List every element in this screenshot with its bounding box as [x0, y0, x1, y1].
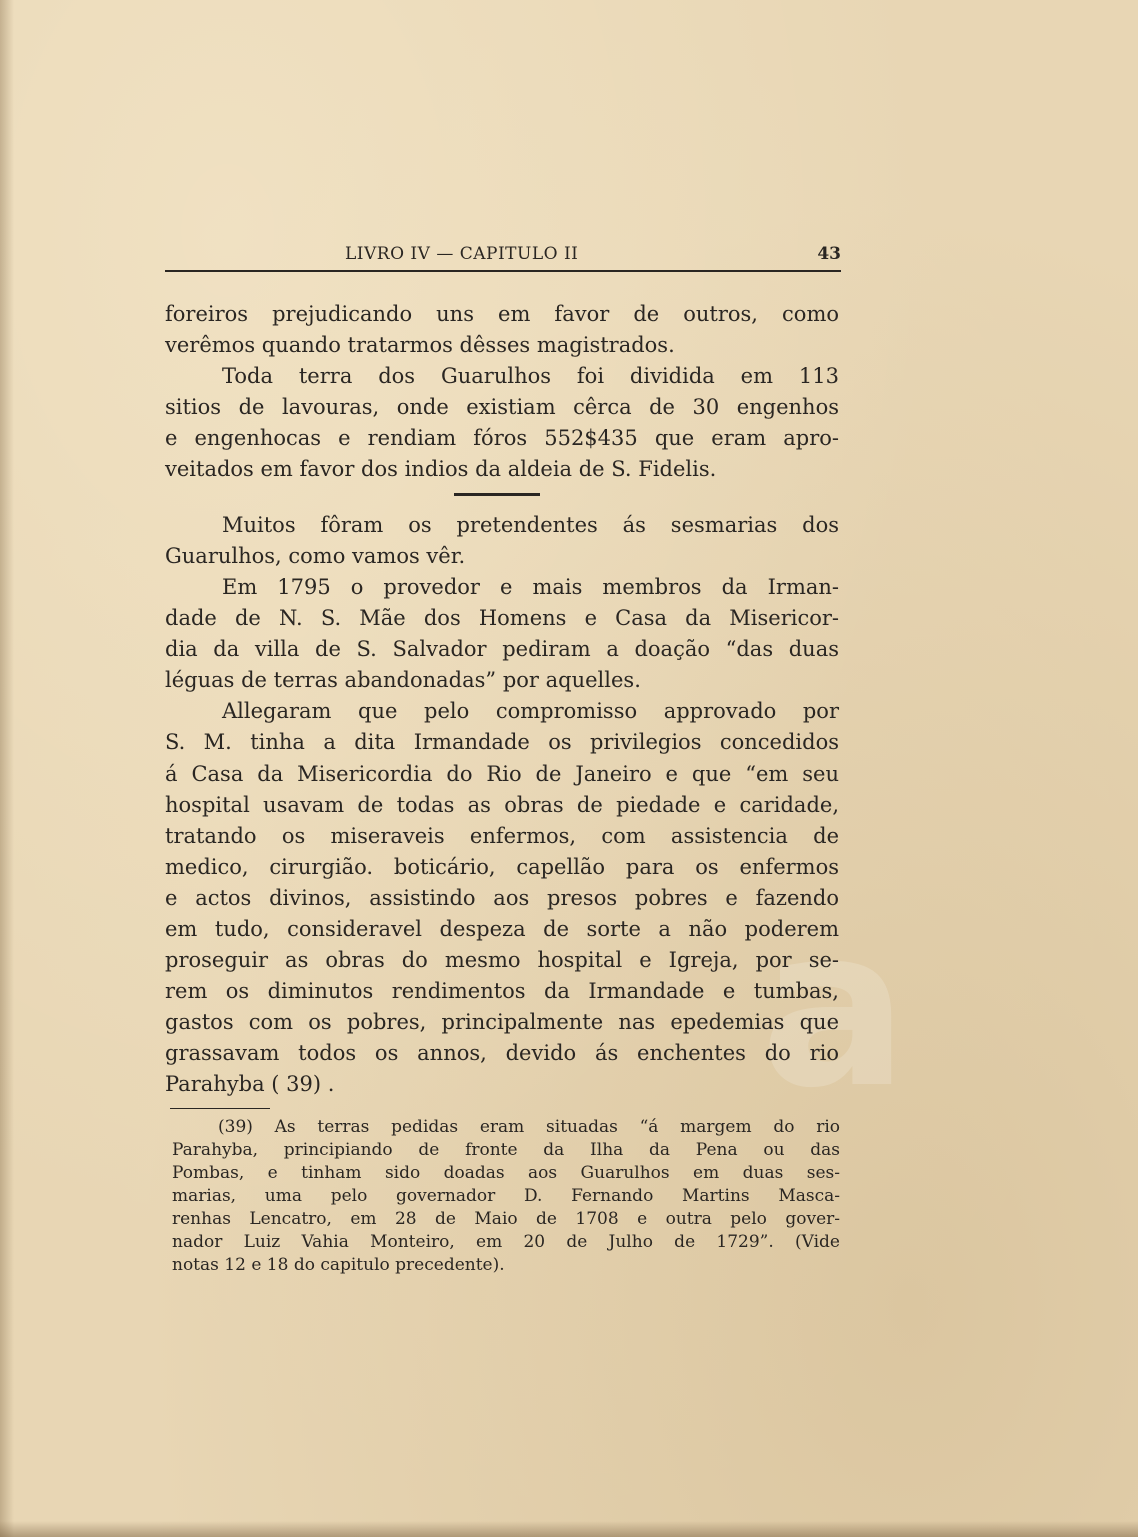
- section-divider: [454, 493, 540, 496]
- footnote-line: renhas Lencatro, em 28 de Maio de 1708 e outra pelo gover-: [172, 1209, 840, 1229]
- text-line: léguas de terras abandonadas” por aquelles.: [165, 668, 641, 692]
- text-line: hospital usavam de todas as obras de piedade e caridade,: [165, 793, 839, 817]
- text-line: em tudo, consideravel despeza de sorte a não poderem: [165, 917, 839, 941]
- running-title: LIVRO IV — CAPITULO II: [345, 244, 579, 264]
- text-line: Muitos fôram os pretendentes ás sesmarias dos: [222, 513, 839, 537]
- text-line: proseguir as obras do mesmo hospital e Igreja, por se-: [165, 948, 839, 972]
- text-line: dia da villa de S. Salvador pediram a doação “das duas: [165, 637, 839, 661]
- page-header: [165, 240, 841, 272]
- text-line: veitados em favor dos indios da aldeia de S. Fidelis.: [165, 457, 717, 481]
- footnote-line: notas 12 e 18 do capitulo precedente).: [172, 1255, 505, 1275]
- text-line: Em 1795 o provedor e mais membros da Irman-: [222, 575, 839, 599]
- footnote-line: (39) As terras pedidas eram situadas “á margem do rio: [218, 1117, 840, 1137]
- footnote-line: Pombas, e tinham sido doadas aos Guarulhos em duas ses-: [172, 1163, 840, 1183]
- footnote-divider: [170, 1108, 270, 1109]
- text-line: grassavam todos os annos, devido ás enchentes do rio: [165, 1041, 839, 1065]
- text-line: Toda terra dos Guarulhos foi dividida em 113: [222, 364, 839, 388]
- text-line: Parahyba ( 39) .: [165, 1072, 335, 1096]
- watermark: a: [760, 880, 909, 1136]
- text-line: sitios de lavouras, onde existiam cêrca de 30 engenhos: [165, 395, 839, 419]
- text-line: gastos com os pobres, principalmente nas epedemias que: [165, 1010, 839, 1034]
- text-line: medico, cirurgião. boticário, capellão para os enfermos: [165, 855, 839, 879]
- text-line: S. M. tinha a dita Irmandade os privilegios concedidos: [165, 730, 839, 754]
- text-line: Allegaram que pelo compromisso approvado por: [222, 699, 839, 723]
- page-bottom-edge: [0, 1521, 1138, 1537]
- text-line: foreiros prejudicando uns em favor de outros, como: [165, 302, 839, 326]
- footnote-line: Parahyba, principiando de fronte da Ilha da Pena ou das: [172, 1140, 840, 1160]
- page-number: 43: [817, 244, 841, 264]
- footnote-line: marias, uma pelo governador D. Fernando Martins Masca-: [172, 1186, 840, 1206]
- text-line: tratando os miseraveis enfermos, com assistencia de: [165, 824, 839, 848]
- footnote-line: nador Luiz Vahia Monteiro, em 20 de Julho de 1729”. (Vide: [172, 1232, 840, 1252]
- text-line: á Casa da Misericordia do Rio de Janeiro e que “em seu: [165, 762, 839, 786]
- text-line: e engenhocas e rendiam fóros 552$435 que eram apro-: [165, 426, 839, 450]
- text-line: Guarulhos, como vamos vêr.: [165, 544, 466, 568]
- text-line: e actos divinos, assistindo aos presos pobres e fazendo: [165, 886, 839, 910]
- text-line: verêmos quando tratarmos dêsses magistrados.: [165, 333, 675, 357]
- text-line: rem os diminutos rendimentos da Irmandade e tumbas,: [165, 979, 839, 1003]
- page-edge-shadow: [0, 0, 14, 1537]
- text-line: dade de N. S. Mãe dos Homens e Casa da Misericor-: [165, 606, 839, 630]
